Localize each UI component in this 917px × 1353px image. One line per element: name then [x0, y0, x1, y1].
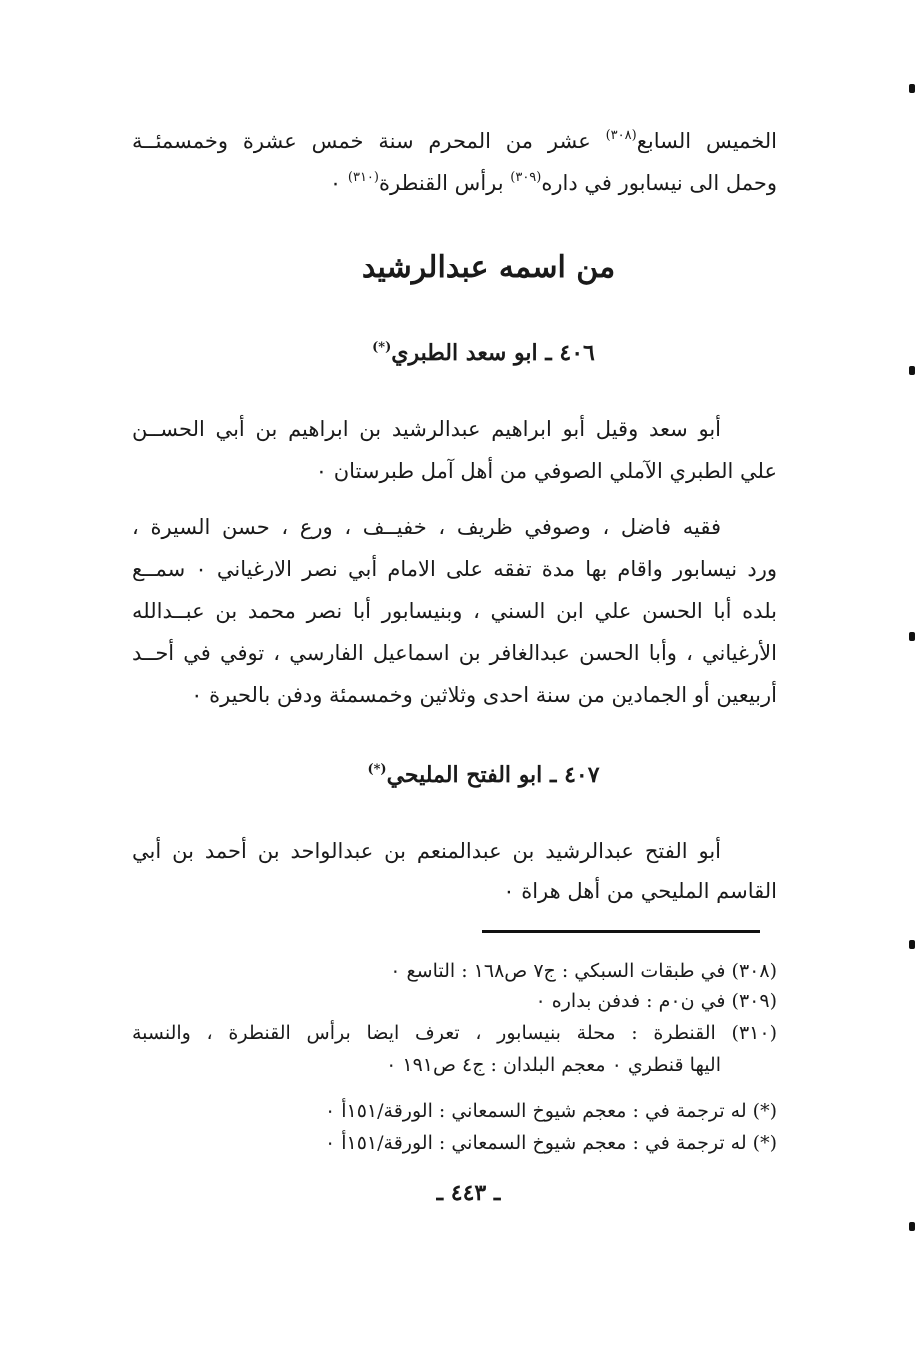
entry-heading: ٤٠٦ ـ ابو سعد الطبري(*) — [372, 340, 595, 366]
footnote: (٣٠٨) في طبقات السبكي : ج٧ ص١٦٨ : التاسع ٠ — [390, 960, 777, 982]
footnote-ref: (٣٠٩) — [510, 170, 542, 185]
edge-mark — [909, 84, 915, 93]
text-line: علي الطبري الآملي الصوفي من أهل آمل طبرستان ٠ — [315, 459, 777, 483]
text-line: الأرغياني ، وأبا الحسن عبدالغافر بن اسماعيل الفارسي ، توفي في أحــد — [132, 641, 777, 665]
text-line: وحمل الى نيسابور في داره$^{(٣٠٩)}$ برأس القنطرة$^{(٣١٠)}$ ٠ — [329, 170, 777, 195]
edge-mark — [909, 366, 915, 375]
footnote: (*) له ترجمة في : معجم شيوخ السمعاني : الورقة/١٥١أ ٠ — [324, 1132, 777, 1154]
section-heading: من اسمه عبدالرشيد — [361, 250, 616, 285]
footnote: (٣١٠) القنطرة : محلة بنيسابور ، تعرف ايضا برأس القنطرة ، والنسبة — [132, 1022, 777, 1044]
text-line: بلده أبا الحسن علي ابن السني ، وبنيسابور أبا نصر محمد بن عبــدالله — [132, 599, 777, 623]
edge-mark — [909, 632, 915, 641]
text-line: أبو الفتح عبدالرشيد بن عبدالمنعم بن عبدالواحد بن أحمد بن أبي — [132, 839, 721, 863]
text-line: القاسم المليحي من أهل هراة ٠ — [503, 879, 777, 903]
footnote: (*) له ترجمة في : معجم شيوخ السمعاني : الورقة/١٥١أ ٠ — [324, 1100, 777, 1122]
entry-heading: ٤٠٧ ـ ابو الفتح المليحي(*) — [367, 762, 600, 788]
edge-mark — [909, 1222, 915, 1231]
footnote-ref: (*) — [367, 762, 387, 777]
edge-mark — [909, 940, 915, 949]
footnote-rule — [482, 930, 760, 933]
text-line: ورد نيسابور واقام بها مدة تفقه على الامام أبي نصر الارغياني ٠ سمــع — [132, 557, 777, 581]
text-line: أبو سعد وقيل أبو ابراهيم عبدالرشيد بن ابراهيم بن أبي الحســن — [132, 417, 721, 441]
footnote-ref: (*) — [372, 340, 392, 355]
footnote: اليها قنطري ٠ معجم البلدان : ج٤ ص١٩١ ٠ — [386, 1054, 721, 1076]
text-line: فقيه فاضل ، وصوفي ظريف ، خفيــف ، ورع ، حسن السيرة ، — [132, 515, 721, 539]
footnote-ref: (٣١٠) — [347, 170, 379, 185]
page-number: ـ ٤٤٣ ـ — [436, 1180, 501, 1206]
text-line: أربيعين أو الجمادين من سنة احدى وثلاثين وخمسمئة ودفن بالحيرة ٠ — [191, 683, 777, 707]
text-line: الخميس السابع$^{(٣٠٨)}$ عشر من المحرم سنة خمس عشرة وخمسمئــة — [132, 128, 777, 153]
footnote-ref: (٣٠٨) — [605, 128, 637, 143]
footnote: (٣٠٩) في ن٠م : فدفن بداره ٠ — [535, 990, 777, 1012]
